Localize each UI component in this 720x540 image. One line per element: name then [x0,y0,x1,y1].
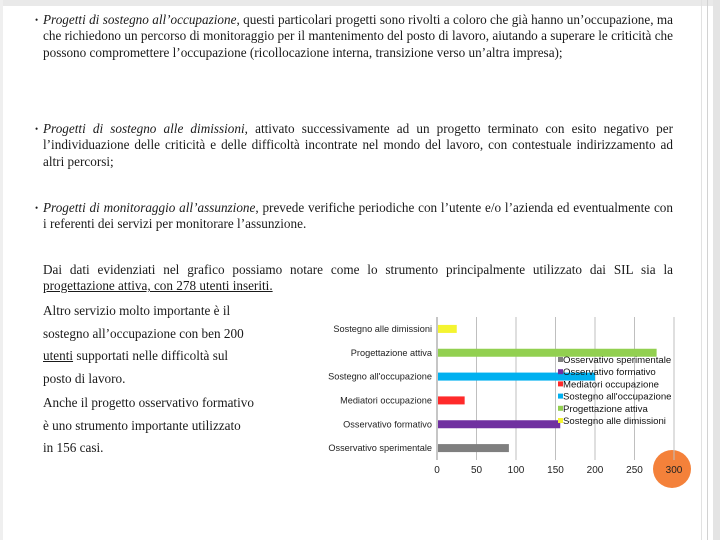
paragraph-monitoraggio-assunzione [43,200,673,233]
paragraph-sostegno-dimissioni [43,121,673,170]
bar [438,444,509,452]
bullet-icon: • [35,15,39,25]
slide-frame-line [707,0,708,540]
paragraph-title: Progetti di sostegno alle dimissioni [43,121,245,136]
legend-label: Progettazione attiva [563,403,648,415]
paragraph-text: , prevede verifiche periodiche con l’utente e/o l’azienda ed eventualmente con i referenti dei servizi per monitorare l’assunzione. [43,200,673,232]
category-label: Progettazione attiva [350,347,432,358]
paragraph-text: Dai dati evidenziati nel grafico possiamo notare come lo strumento principalmente utilizzato dai SIL sia la [43,262,673,277]
paragraph-title: Progetti di monitoraggio all’assunzione [43,200,256,215]
bar [438,420,560,428]
paragraph-title: Progetti di sostegno all’occupazione [43,12,237,27]
legend-label: Sostegno all'occupazione [563,391,672,403]
bar [438,325,457,333]
bullet-icon: • [35,124,39,134]
bullet-icon: • [35,203,39,213]
paragraph-text: , questi particolari progetti sono rivolti a coloro che già hanno un’occupazione, ma che richiedono un percorso di monitoraggio per il mantenimento del posto di lavoro, aiutando a superare le criticità che possono compromettere l’occupazione (ricollocazione interna, transizione verso un’altra impresa); [43,12,673,60]
legend-label: Sostegno alle dimissioni [563,416,666,427]
chart-category-labels [328,324,433,453]
slide-frame-top [0,0,720,6]
paragraph-text: , attivato successivamente ad un progetto terminato con esito negativo per l’individuazione delle criticità e delle difficoltà incontrate nel mondo del lavoro, con contestuale indirizzamento ad altri percorsi; [43,121,673,169]
x-tick-label: 100 [507,465,525,476]
chart-tick-labels [434,465,683,476]
chart-legend [558,355,672,427]
x-tick-label: 0 [434,465,440,476]
paragraph-underlined: progettazione attiva, con 278 utenti inseriti. [43,278,273,294]
bar [438,396,465,404]
side-text-line: è uno strumento importante utilizzato [43,418,241,433]
x-tick-label: 200 [586,465,604,476]
category-label: Mediatori occupazione [340,395,432,406]
slide-frame-right [713,0,720,540]
x-tick-label: 250 [626,465,643,476]
bar-chart [300,312,700,492]
paragraph-summary [43,262,673,295]
side-text-line: Altro servizio molto importante è il [43,303,231,318]
side-text-rest: supportati nelle difficoltà sul [73,348,229,363]
category-label: Osservativo sperimentale [328,443,432,454]
category-label: Sostegno all'occupazione [328,371,432,382]
x-tick-label: 150 [547,465,564,476]
side-text-underlined: utenti [43,348,74,363]
slide-frame-line [701,0,702,540]
paragraph-sostegno-occupazione [43,12,673,61]
legend-label: Mediatori occupazione [563,379,659,391]
side-text-line: posto di lavoro. [43,371,126,386]
side-text-line: Anche il progetto osservativo formativo [43,395,254,410]
side-text-line: in 156 casi. [43,440,104,455]
side-text-line: sostegno all’occupazione con ben 200 [43,326,244,341]
category-label: Sostegno alle dimissioni [333,323,432,334]
category-label: Osservativo formativo [343,419,432,430]
legend-label: Osservativo sperimentale [563,355,672,366]
x-tick-label: 50 [470,465,483,476]
legend-label: Osservativo formativo [563,367,656,379]
side-text-line [43,348,228,364]
slide-frame-left [0,0,3,540]
x-tick-label: 300 [665,465,683,476]
